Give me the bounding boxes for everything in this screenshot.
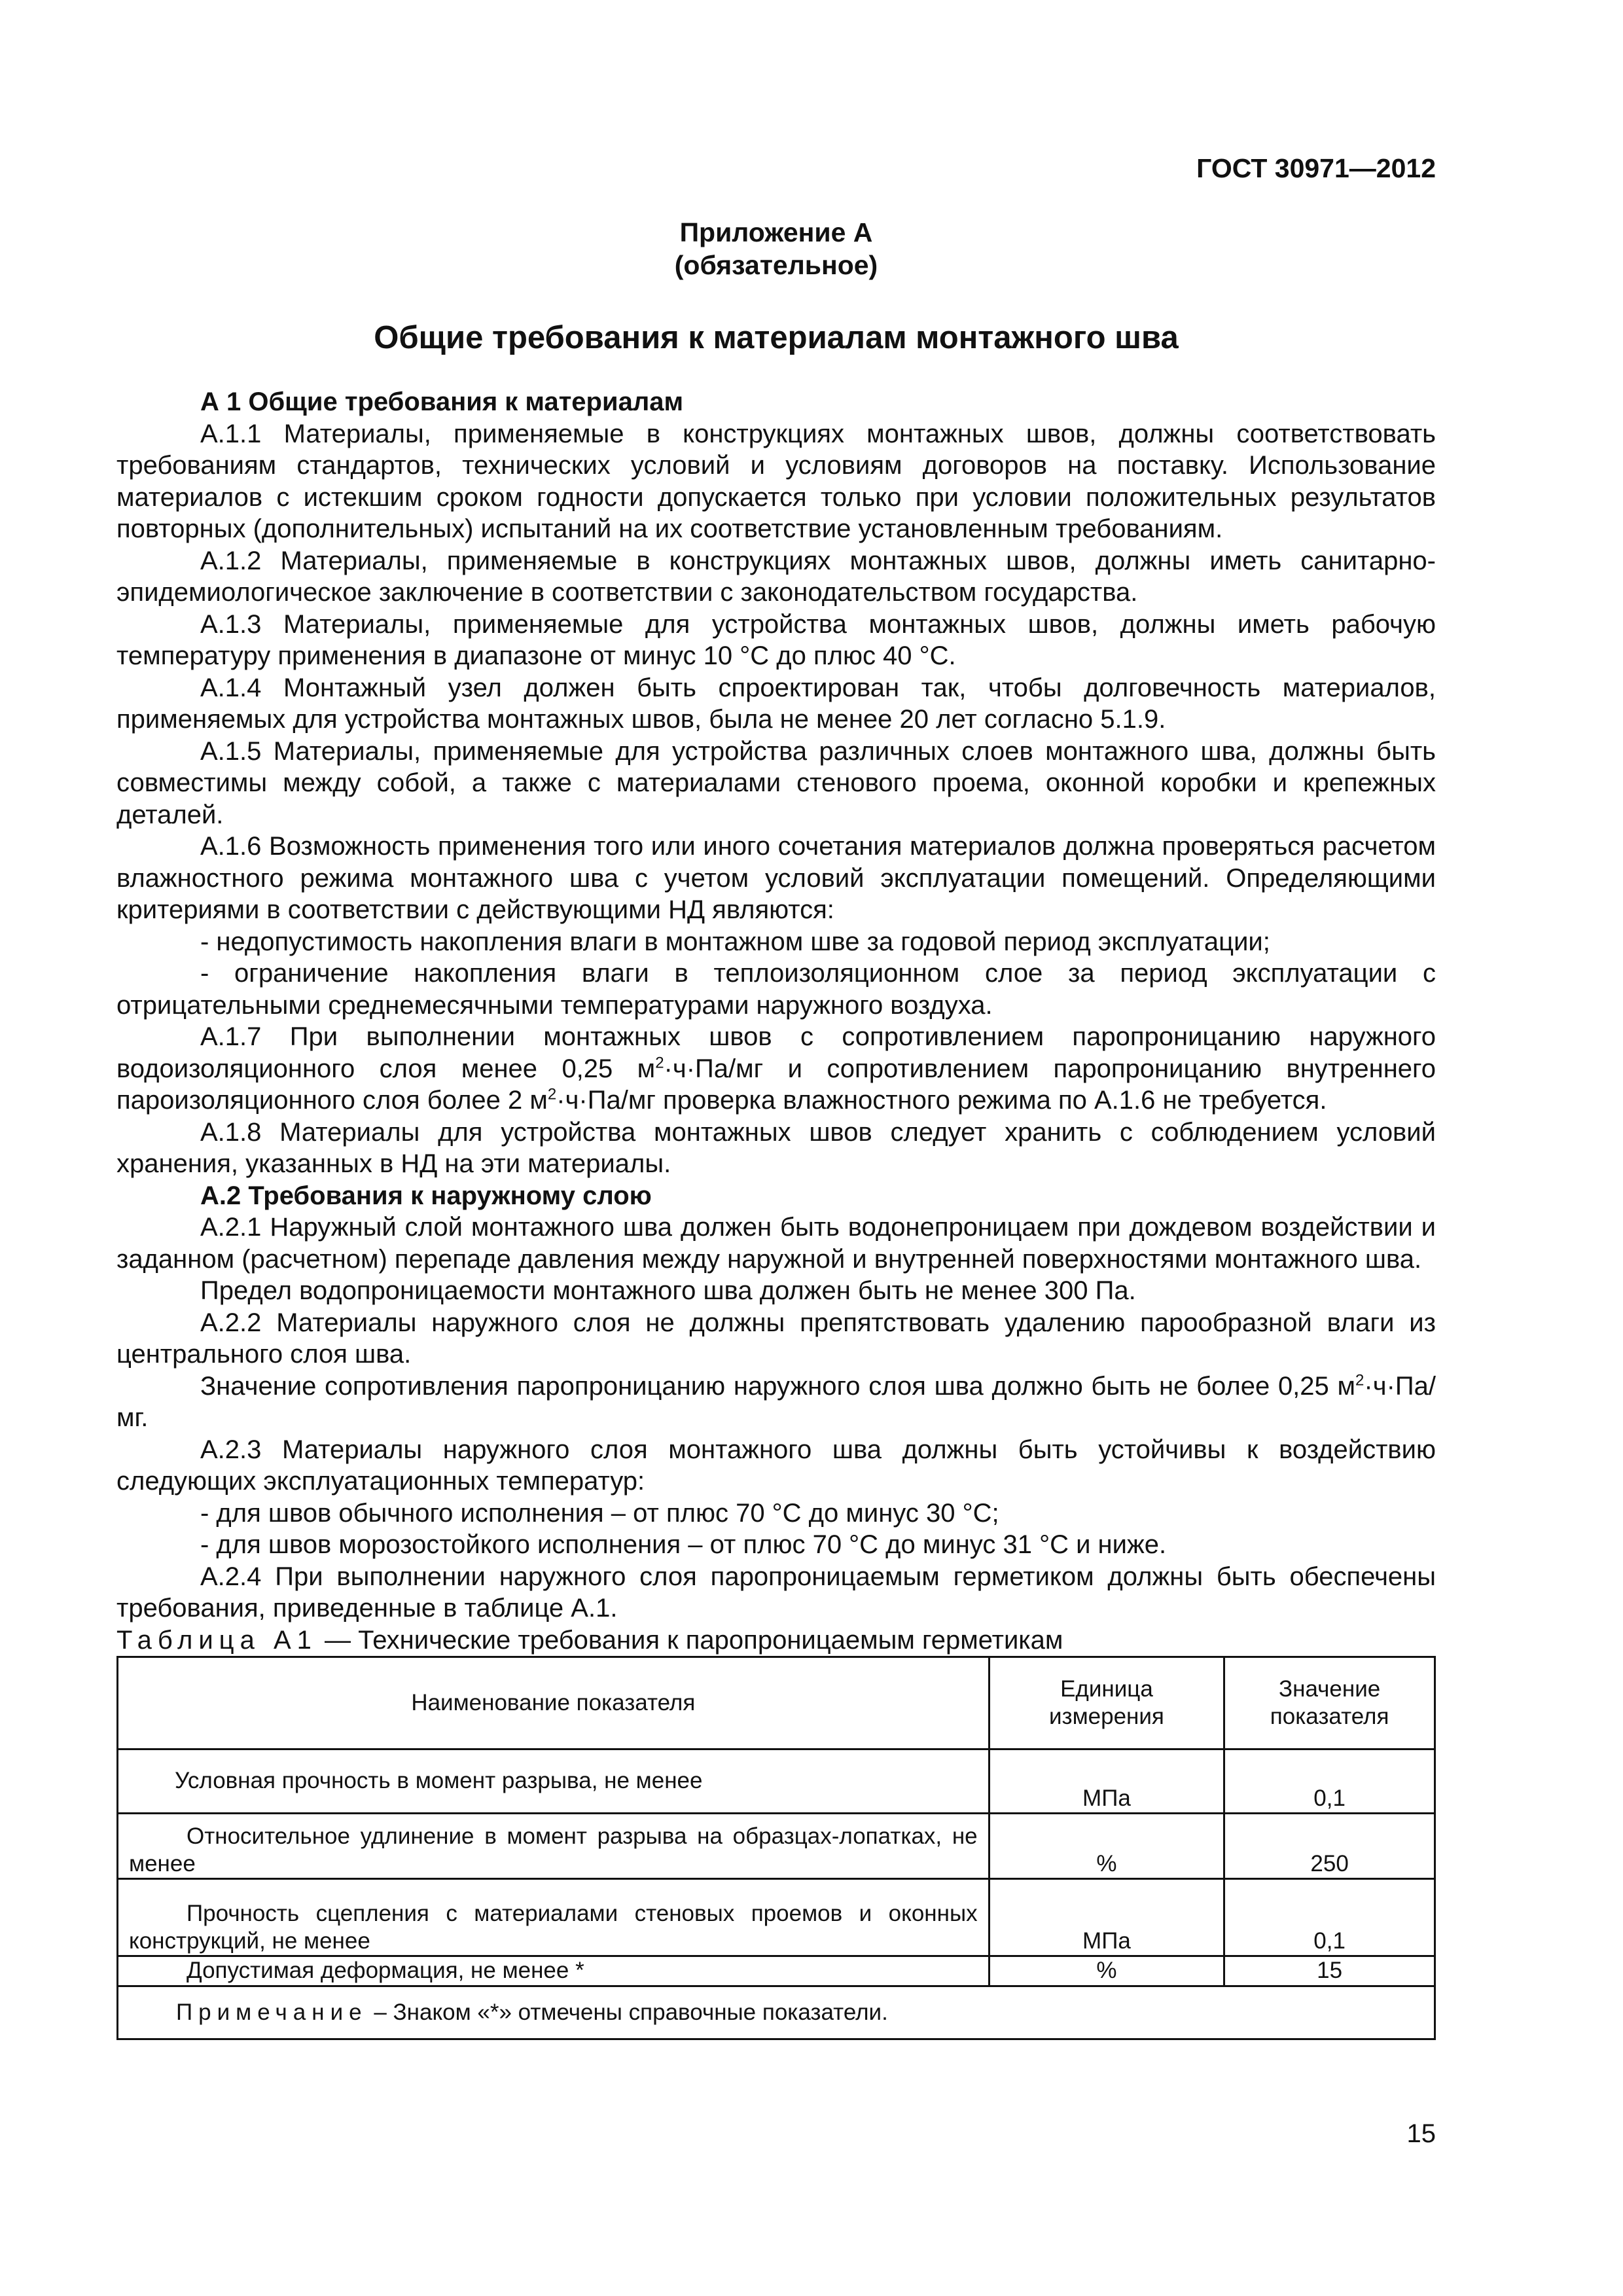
- paragraph-a12: А.1.2 Материалы, применяемые в конструкциях монтажных швов, должны иметь санитарно-эпидемиологическое заключение в соответствии с законодательством государства.: [116, 546, 1436, 607]
- cell-text: Условная прочность в момент разрыва, не менее: [175, 1768, 703, 1793]
- note-label: Примечание: [176, 1999, 368, 2025]
- paragraph-a16: А.1.6 Возможность применения того или иного сочетания материалов должна проверяться расчетом влажностного режима монтажного шва с учетом условий эксплуатации помещений. Определяющими критериями в соответствии с действующими НД являются:: [116, 832, 1436, 924]
- requirements-table: [116, 1656, 1436, 2040]
- superscript: 2: [547, 1085, 557, 1103]
- table-caption-label: Таблица А1: [116, 1625, 317, 1655]
- paragraph-a22: А.2.2 Материалы наружного слоя не должны препятствовать удалению парообразной влаги из центрального слоя шва.: [116, 1308, 1436, 1369]
- document-body: [116, 386, 1436, 2040]
- column-header-name: Наименование показателя: [118, 1657, 990, 1749]
- paragraph-a15: А.1.5 Материалы, применяемые для устройства различных слоев монтажного шва, должны быть совместимы между собой, а также с материалами стенового проема, оконной коробки и крепежных деталей.: [116, 736, 1436, 829]
- table-caption-text: — Технические требования к паропроницаемым герметикам: [317, 1625, 1063, 1655]
- paragraph-a13: А.1.3 Материалы, применяемые для устройства монтажных швов, должны иметь рабочую температуру применения в диапазоне от минус 10 °С до плюс 40 °С.: [116, 609, 1436, 670]
- table-header-row: [118, 1657, 1435, 1749]
- table-row: [118, 1956, 1435, 1986]
- list-item: - недопустимость накопления влаги в монтажном шве за годовой период эксплуатации;: [200, 927, 1270, 956]
- paragraph-a17: [116, 1021, 1436, 1117]
- section-heading-a1: А 1 Общие требования к материалам: [200, 387, 684, 416]
- table-row: [118, 1813, 1435, 1878]
- table-cell-value: 0,1: [1224, 1749, 1435, 1813]
- page-number: 15: [1406, 2119, 1436, 2148]
- superscript: 2: [1355, 1371, 1364, 1390]
- paragraph-a24: А.2.4 При выполнении наружного слоя паропроницаемым герметиком должны быть обеспечены требования, приведенные в таблице А.1.: [116, 1562, 1436, 1623]
- list-item: - для швов морозостойкого исполнения – от плюс 70 °С до минус 31 °С и ниже.: [200, 1530, 1167, 1559]
- table-row: [118, 1878, 1435, 1956]
- list-item: - ограничение накопления влаги в теплоизоляционном слое за период эксплуатации с отрицательными среднемесячными температурами наружного воздуха.: [116, 959, 1436, 1020]
- superscript: 2: [655, 1054, 664, 1072]
- paragraph-a21: А.2.1 Наружный слой монтажного шва должен быть водонепроницаем при дождевом воздействии и заданном (расчетном) перепаде давления между наружной и внутренней поверхностями монтажного шва.: [116, 1213, 1436, 1274]
- appendix-label: Приложение А: [679, 217, 873, 247]
- document-code: ГОСТ 30971—2012: [1196, 153, 1436, 183]
- table-cell-name: Допустимая деформация, не менее *: [118, 1956, 990, 1986]
- paragraph-a23: А.2.3 Материалы наружного слоя монтажного шва должны быть устойчивы к воздействию следующих эксплуатационных температур:: [116, 1435, 1436, 1496]
- paragraph-a18: А.1.8 Материалы для устройства монтажных швов следует хранить с соблюдением условий хранения, указанных в НД на эти материалы.: [116, 1117, 1436, 1178]
- table-cell-unit: %: [989, 1813, 1224, 1878]
- table-cell-unit: МПа: [989, 1878, 1224, 1956]
- paragraph-a21-limit: Предел водопроницаемости монтажного шва должен быть не менее 300 Па.: [200, 1276, 1136, 1305]
- table-cell-unit: %: [989, 1956, 1224, 1986]
- paragraph-a17-part1: А.1.7 При выполнении монтажных швов с сопротивлением паропроницанию наружного водоизоляционного слоя менее 0,25 м: [116, 1022, 1436, 1083]
- column-header-unit: Единица измерения: [989, 1657, 1224, 1749]
- table-cell-unit: МПа: [989, 1749, 1224, 1813]
- appendix-heading: [116, 216, 1436, 281]
- paragraph-a11: А.1.1 Материалы, применяемые в конструкциях монтажных швов, должны соответствовать требованиям стандартов, технических условий и условиям договоров на поставку. Использование материалов с истекшим сроком годности допускается только при условии положительных результатов повторных (дополнительных) испытаний на их соответствие установленным требованиям.: [116, 419, 1436, 543]
- table-cell-name: Прочность сцепления с материалами стеновых проемов и оконных конструкций, не менее: [118, 1878, 990, 1956]
- appendix-status: (обязательное): [674, 250, 878, 280]
- table-note: [118, 1986, 1435, 2039]
- table-row: [118, 1749, 1435, 1813]
- table-cell-name: Относительное удлинение в момент разрыва на образцах-лопатках, не менее: [118, 1813, 990, 1878]
- page-title: Общие требования к материалам монтажного шва: [374, 320, 1179, 355]
- list-item: - для швов обычного исполнения – от плюс 70 °С до минус 30 °С;: [200, 1498, 999, 1528]
- section-heading-a2: А.2 Требования к наружному слою: [200, 1181, 652, 1210]
- table-cell-name: [118, 1749, 990, 1813]
- table-caption: [116, 1624, 1436, 1656]
- paragraph-a22-value: [116, 1371, 1436, 1434]
- table-cell-value: 250: [1224, 1813, 1435, 1878]
- paragraph-a14: А.1.4 Монтажный узел должен быть спроектирован так, чтобы долговечность материалов, применяемых для устройства монтажных швов, была не менее 20 лет согласно 5.1.9.: [116, 673, 1436, 734]
- paragraph-a17-part3: ·ч·Па/мг проверка влажностного режима по А.1.6 не требуется.: [556, 1086, 1327, 1115]
- table-cell-value: 0,1: [1224, 1878, 1435, 1956]
- table-note-row: [118, 1986, 1435, 2039]
- paragraph-a22-value-part2: ·ч·Па/мг.: [116, 1371, 1436, 1432]
- note-text: – Знаком «*» отмечены справочные показатели.: [367, 1999, 888, 2025]
- paragraph-a22-value-part1: Значение сопротивления паропроницанию наружного слоя шва должно быть не более 0,25 м: [200, 1371, 1356, 1401]
- table-cell-value: 15: [1224, 1956, 1435, 1986]
- paragraph-a17-part2: ·ч·Па/мг и сопротивлением паропроницанию внутреннего пароизоляционного слоя более 2 м: [116, 1054, 1436, 1115]
- column-header-value: Значение показателя: [1224, 1657, 1435, 1749]
